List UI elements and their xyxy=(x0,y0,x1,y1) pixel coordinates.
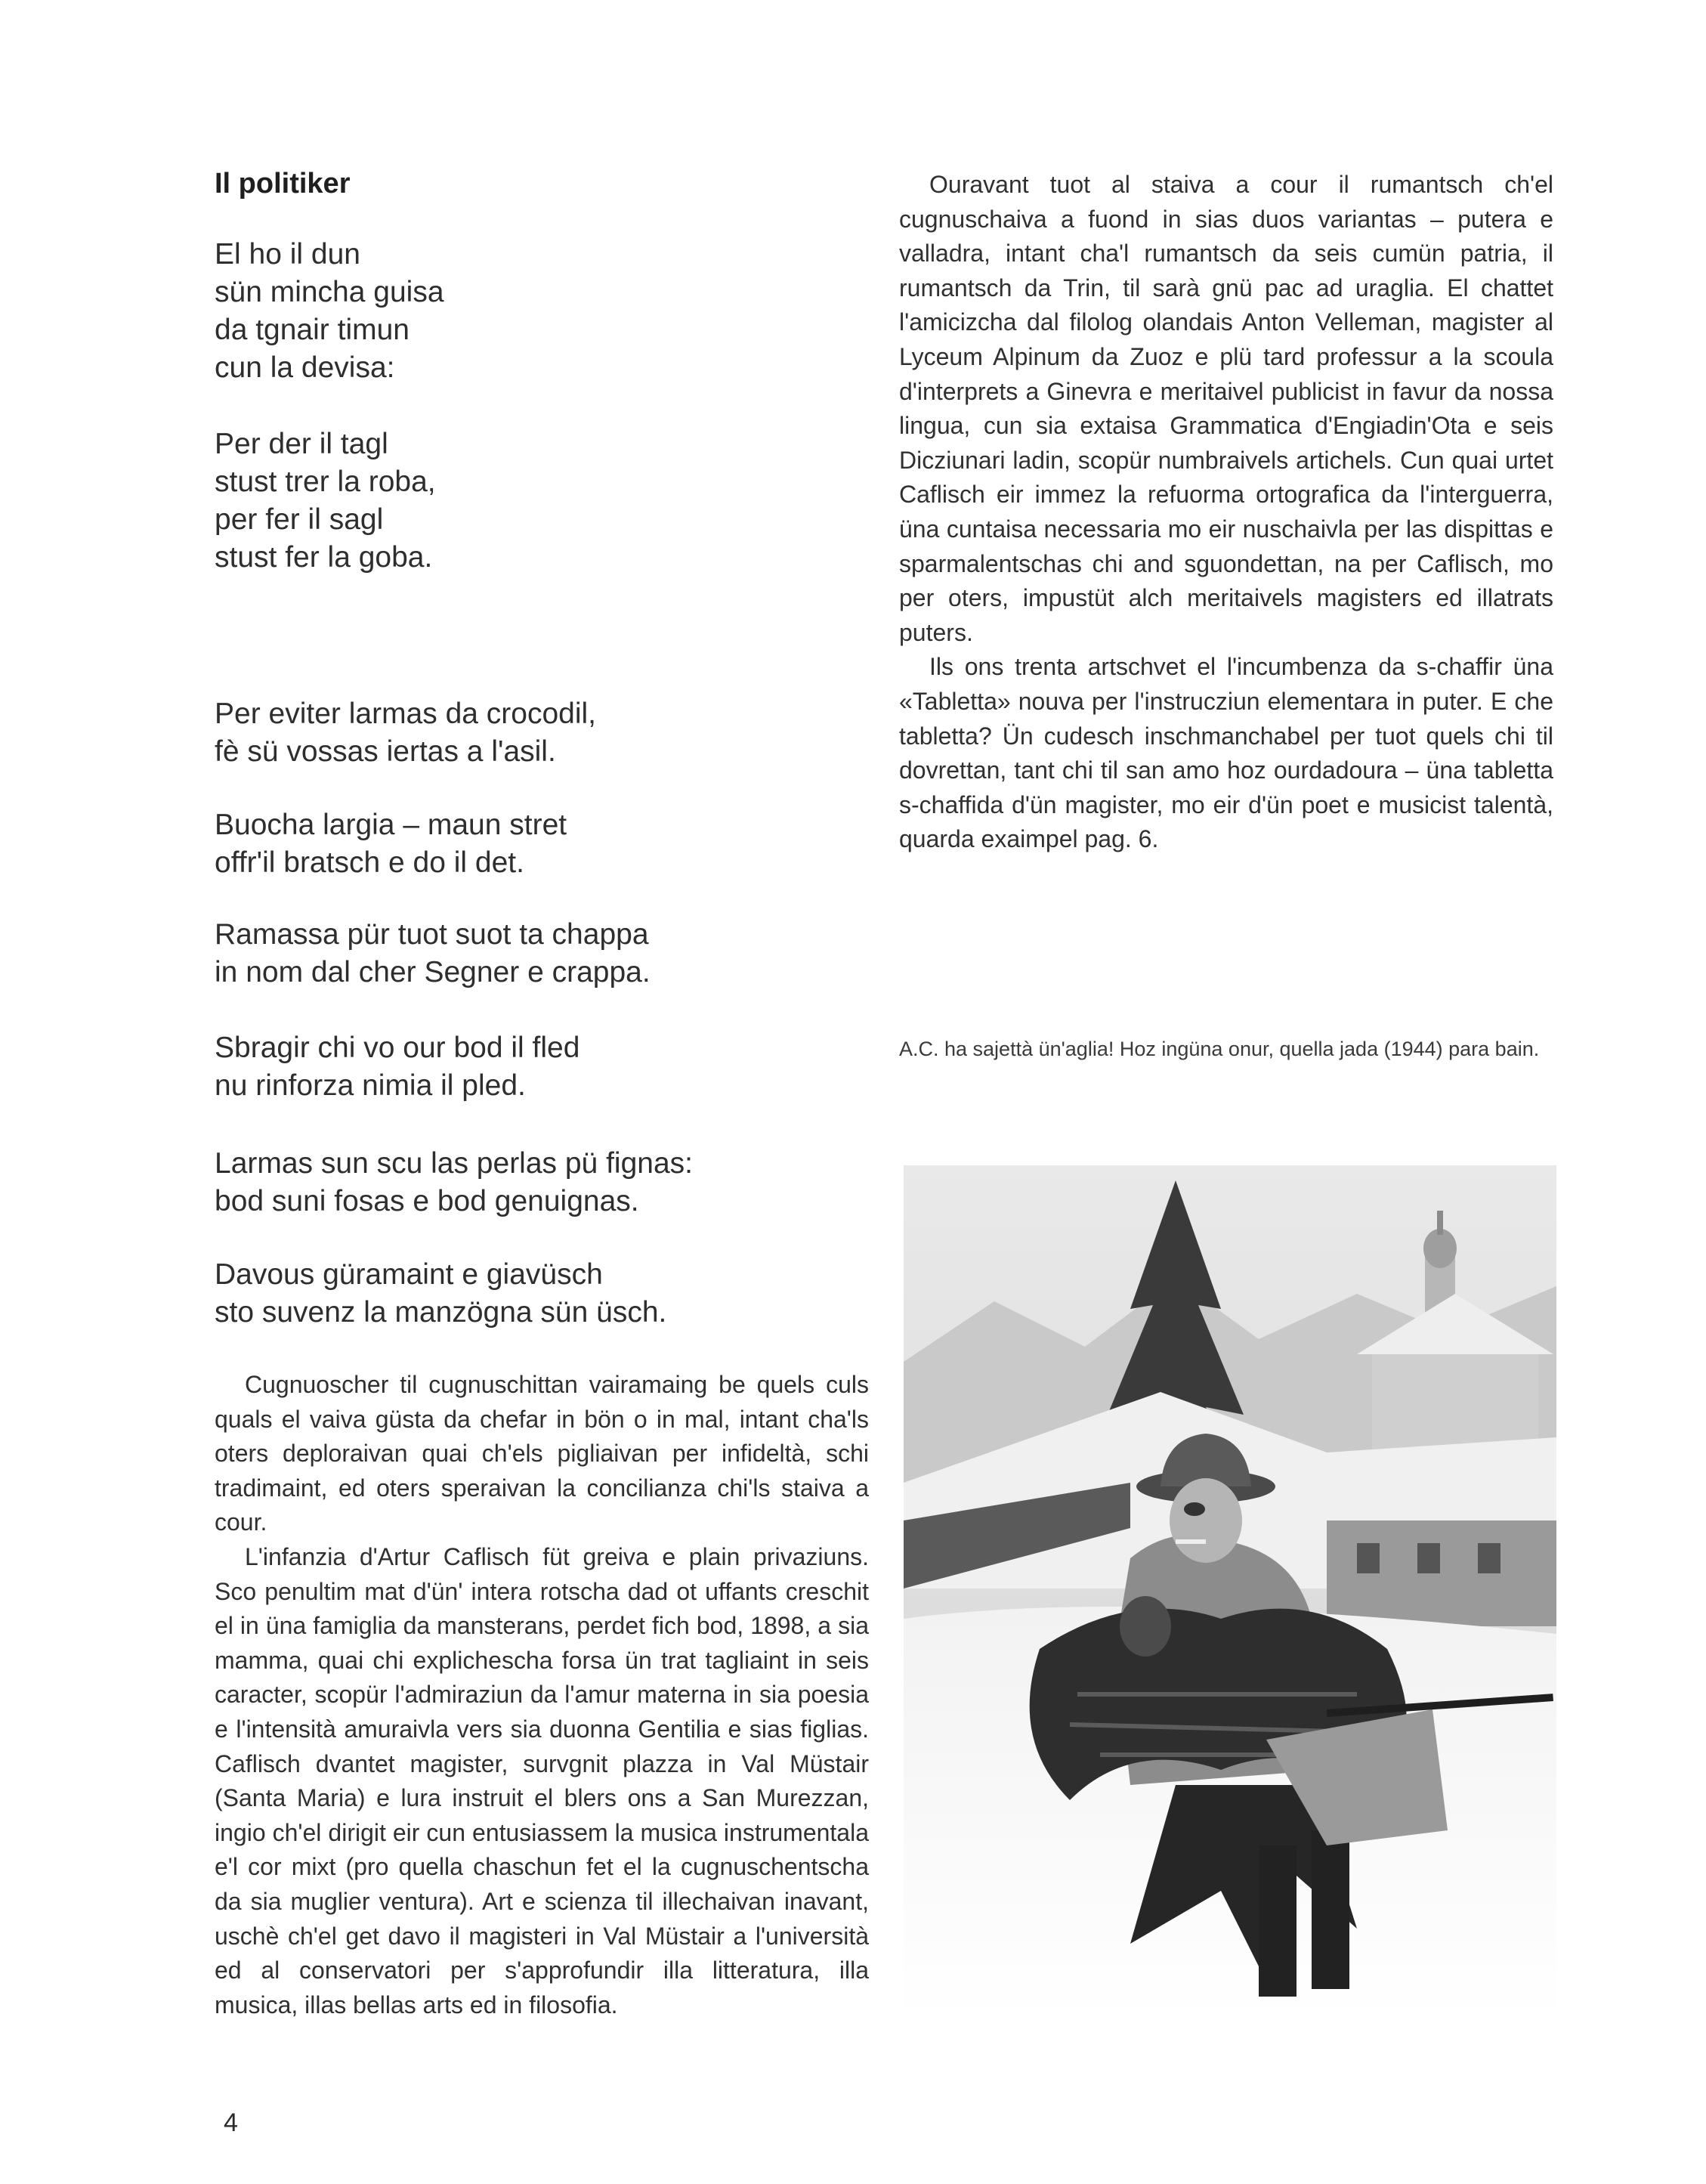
poem-line: in nom dal cher Segner e crappa. xyxy=(215,956,651,988)
poem-line: stust fer la goba. xyxy=(215,541,433,574)
poem-line: Per eviter larmas da crocodil, xyxy=(215,698,597,730)
poem-line: Per der il tagl xyxy=(215,428,388,460)
poem-stanza-3 xyxy=(215,695,789,771)
poem-line: cun la devisa: xyxy=(215,351,395,384)
poem-line: sün mincha guisa xyxy=(215,276,444,308)
poem-line: stust trer la roba, xyxy=(215,466,436,498)
poem-line: Buocha largia – maun stret xyxy=(215,809,567,841)
poem-stanza-8 xyxy=(215,1256,789,1332)
poem-line: Sbragir chi vo our bod il fled xyxy=(215,1032,580,1064)
poem-line: Ramassa pür tuot suot ta chappa xyxy=(215,918,649,951)
poem-stanza-6 xyxy=(215,1029,789,1105)
poem-stanza-4 xyxy=(215,806,789,882)
poem-title: Il politiker xyxy=(215,168,351,200)
poem-line: per fer il sagl xyxy=(215,503,384,536)
photo-caption: A.C. ha sajettà ün'aglia! Hoz ingüna onur, quella jada (1944) para bain. xyxy=(899,1038,1540,1060)
left-prose-column xyxy=(215,1368,869,2022)
poem-stanza-2 xyxy=(215,425,789,577)
poem-line: fè sü vossas iertas a l'asil. xyxy=(215,735,556,768)
poem-line: bod suni fosas e bod genuignas. xyxy=(215,1185,639,1217)
poem-line: Davous güramaint e giavüsch xyxy=(215,1258,603,1291)
poem-line: nu rinforza nimia il pled. xyxy=(215,1069,526,1102)
poem-stanza-5 xyxy=(215,916,789,991)
paragraph: Ouravant tuot al staiva a cour il rumantsch ch'el cugnuschaiva a fuond in sias duos variantas – putera e valladra, intant cha'l rumantsch da seis cumün patria, il rumantsch da Trin, til sarà gnü pac ad uraglia. El chattet l'amicizcha dal filolog olandais Anton Velleman, magister al Lyceum Alpinum da Zuoz e plü tard professur a la scoula d'interprets a Ginevra e meritaivel publicist in favur da nossa lingua, cun sia extaisa Grammatica d'Engiadin'Ota e seis Dicziunari ladin, scopür numbraivels artichels. Cun quai urtet Caflisch eir immez la refuorma ortografica da l'interguerra, üna cuntaisa necessaria mo eir nuschaivla per las dispittas e sparmalentschas chi and sguondettan, na per Caflisch, mo per oters, impustüt alch meritaivels magisters ed illatrats puters. xyxy=(899,171,1553,646)
poem-line: El ho il dun xyxy=(215,238,360,271)
hunter-photograph xyxy=(904,1165,1556,2018)
page-number: 4 xyxy=(224,2108,238,2137)
paragraph: L'infanzia d'Artur Caflisch füt greiva e plain privaziuns. Sco penultim mat d'ün' intera rotscha dad ot uffants creschit el in üna famiglia da mansterans, perdet fich bod, 1898, a sia mamma, quai chi explichescha forsa ün trat tagliaint in seis caracter, scopür l'admiraziun da l'amur materna in sia poesia e l'intensità amuraivla vers sia duonna Gentilia e sias figlias. Caflisch dvantet magister, survgnit plazza in Val Müstair (Santa Maria) e lura instruit el blers ons a San Murezzan, ingio ch'el dirigit eir cun entusiassem la musica instrumentala e'l cor mixt (pro quella chaschun fet el la cugnuschentscha da sia muglier ventura). Art e scienza til illechaivan inavant, uschè ch'el get davo il magisteri in Val Müstair a l'università ed al conservatori per s'approfundir illa litteratura, illa musica, illas bellas arts ed in filosofia. xyxy=(215,1542,869,2018)
paragraph: Ils ons trenta artschvet el l'incumbenza da s-chaffir üna «Tabletta» nouva per l'instrucziun elementara in puter. E che tabletta? Ün cudesch inschmanchabel per tuot quels chi til dovrettan, tant chi til san amo hoz ourdadoura – üna tabletta s-chaffida d'ün magister, mo eir d'ün poet e musicist talentà, quarda exaimpel pag. 6. xyxy=(899,653,1553,853)
photo-illustration xyxy=(904,1165,1556,2018)
poem-line: offr'il bratsch e do il det. xyxy=(215,846,524,879)
poem-line: sto suvenz la manzögna sün üsch. xyxy=(215,1296,667,1329)
right-prose-column xyxy=(899,168,1553,857)
poem-line: da tgnair timun xyxy=(215,314,410,346)
poem-stanza-7 xyxy=(215,1145,789,1220)
poem-stanza-1 xyxy=(215,236,789,387)
paragraph: Cugnuoscher til cugnuschittan vairamaing be quels culs quals el vaiva güsta da chefar in bön o in mal, intant cha'ls oters deploraivan quai ch'els pigliaivan per infideltà, schi tradimaint, ed oters speraivan la concilianza chi'ls staiva a cour. xyxy=(215,1371,869,1536)
poem-line: Larmas sun scu las perlas pü fignas: xyxy=(215,1147,693,1180)
